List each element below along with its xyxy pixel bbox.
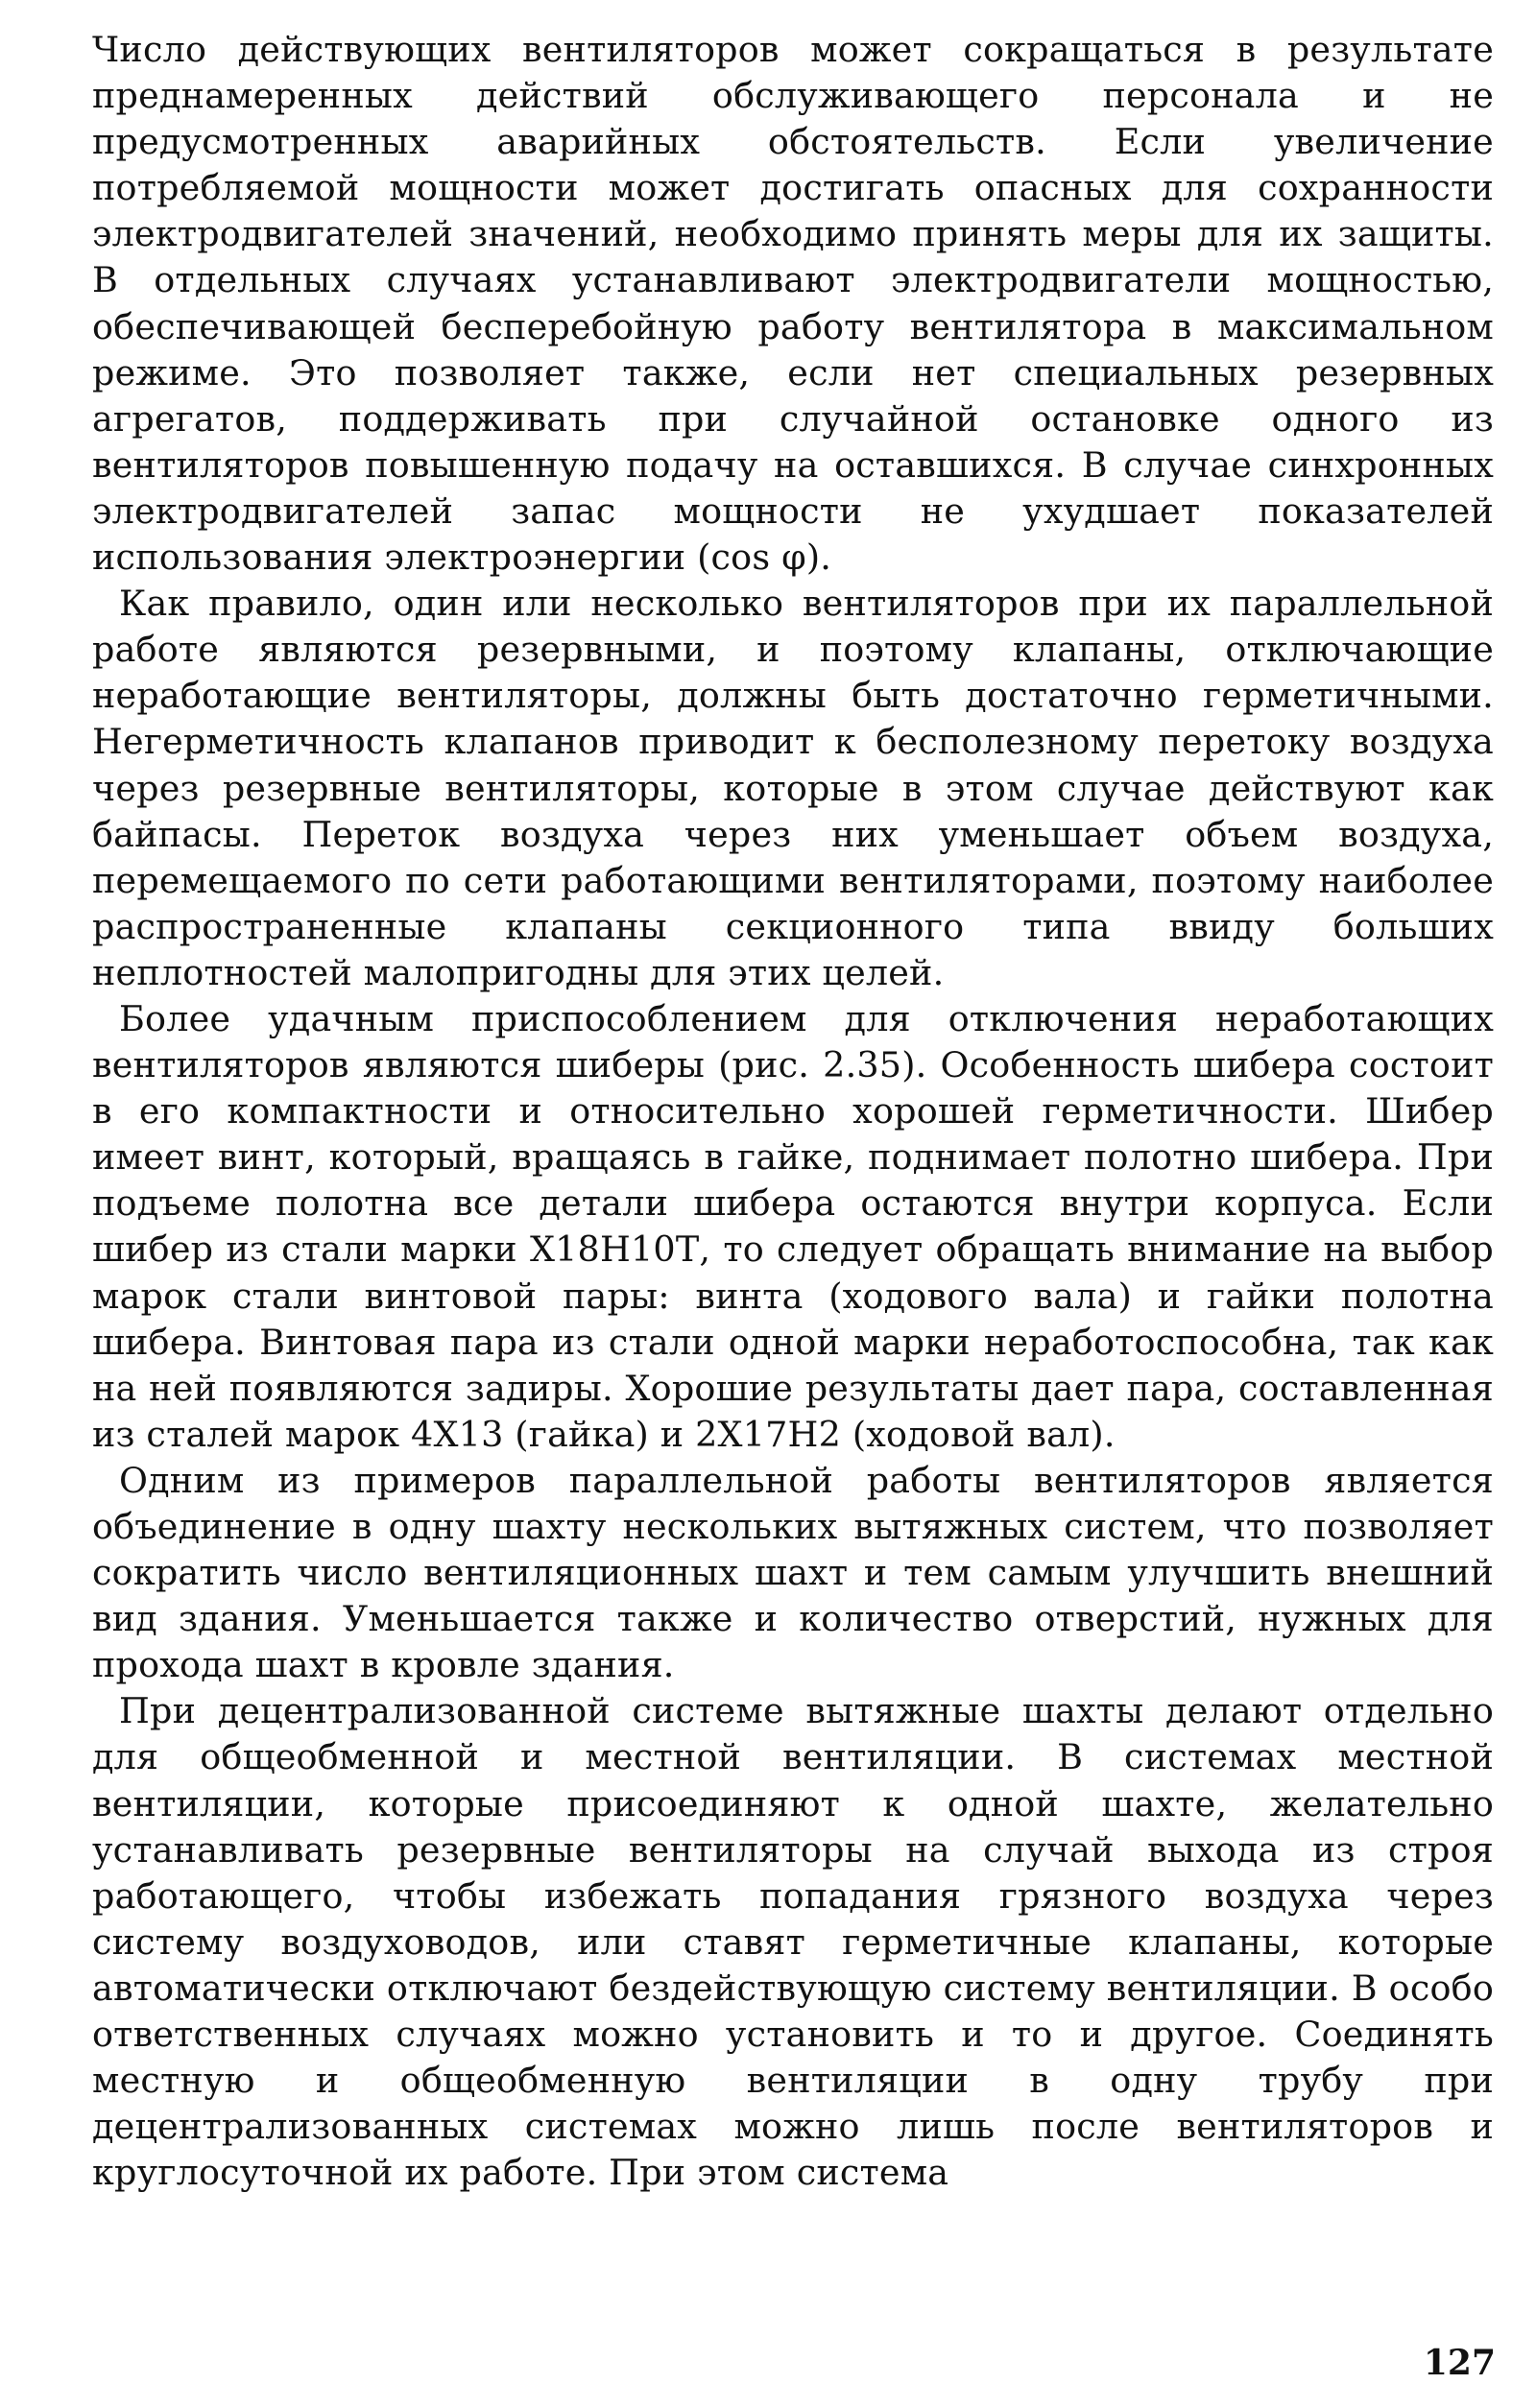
body-text: [92, 27, 1494, 2196]
paragraph-3: Более удачным приспособлением для отключения неработающих вентиляторов являются шиберы (рис. 2.35). Особенность шибера состоит в его компактности и относительно хорошей герметичности. Шибер имеет винт, который, вращаясь в гайке, поднимает полотно шибера. При подъеме полотна все детали шибера остаются внутри корпуса. Если шибер из стали марки Х18Н10Т, то следует обращать внимание на выбор марок стали винтовой пары: винта (ходового вала) и гайки полотна шибера. Винтовая пара из стали одной марки неработоспособна, так как на ней появляются задиры. Хорошие результаты дает пара, составленная из сталей марок 4Х13 (гайка) и 2Х17Н2 (ходовой вал).: [92, 997, 1494, 1455]
paragraph-2: Как правило, один или несколько вентиляторов при их параллельной работе являются резервными, и поэтому клапаны, отключающие неработающие вентиляторы, должны быть достаточно герметичными. Негерметичность клапанов приводит к бесполезному перетоку воздуха через резервные вентиляторы, которые в этом случае действуют как байпасы. Переток воздуха через них уменьшает объем воздуха, перемещаемого по сети работающими вентиляторами, поэтому наиболее распространенные клапаны секционного типа ввиду больших неплотностей малопригодны для этих целей.: [92, 583, 1494, 993]
paragraph-5: При децентрализованной системе вытяжные шахты делают отдельно для общеобменной и местной вентиляции. В системах местной вентиляции, которые присоединяют к одной шахте, желательно устанавливать резервные вентиляторы на случай выхода из строя работающего, чтобы избежать попадания грязного воздуха через систему воздуховодов, или ставят герметичные клапаны, которые автоматически отключают бездействующую систему вентиляции. В особо ответственных случаях можно установить и то и другое. Соединять местную и общеобменную вентиляции в одну трубу при децентрализованных системах можно лишь после вентиляторов и круглосуточной их работе. При этом система: [92, 1690, 1494, 2194]
paragraph-4: Одним из примеров параллельной работы вентиляторов является объединение в одну шахту нескольких вытяжных систем, что позволяет сократить число вентиляционных шахт и тем самым улучшить внешний вид здания. Уменьшается также и количество отверстий, нужных для прохода шахт в кровле здания.: [92, 1459, 1494, 1686]
page-number: 127: [1423, 2343, 1496, 2383]
paragraph-1: Число действующих вентиляторов может сокращаться в результате преднамеренных действий обслуживающего персонала и не предусмотренных аварийных обстоятельств. Если увеличение потребляемой мощности может достигать опасных для сохранности электродвигателей значений, необходимо принять меры для их защиты. В отдельных случаях устанавливают электродвигатели мощностью, обеспечивающей бесперебойную работу вентилятора в максимальном режиме. Это позволяет также, если нет специальных резервных агрегатов, поддерживать при случайной остановке одного из вентиляторов повышенную подачу на оставшихся. В случае синхронных электродвигателей запас мощности не ухудшает показателей использования электроэнергии (cos φ).: [92, 29, 1494, 579]
